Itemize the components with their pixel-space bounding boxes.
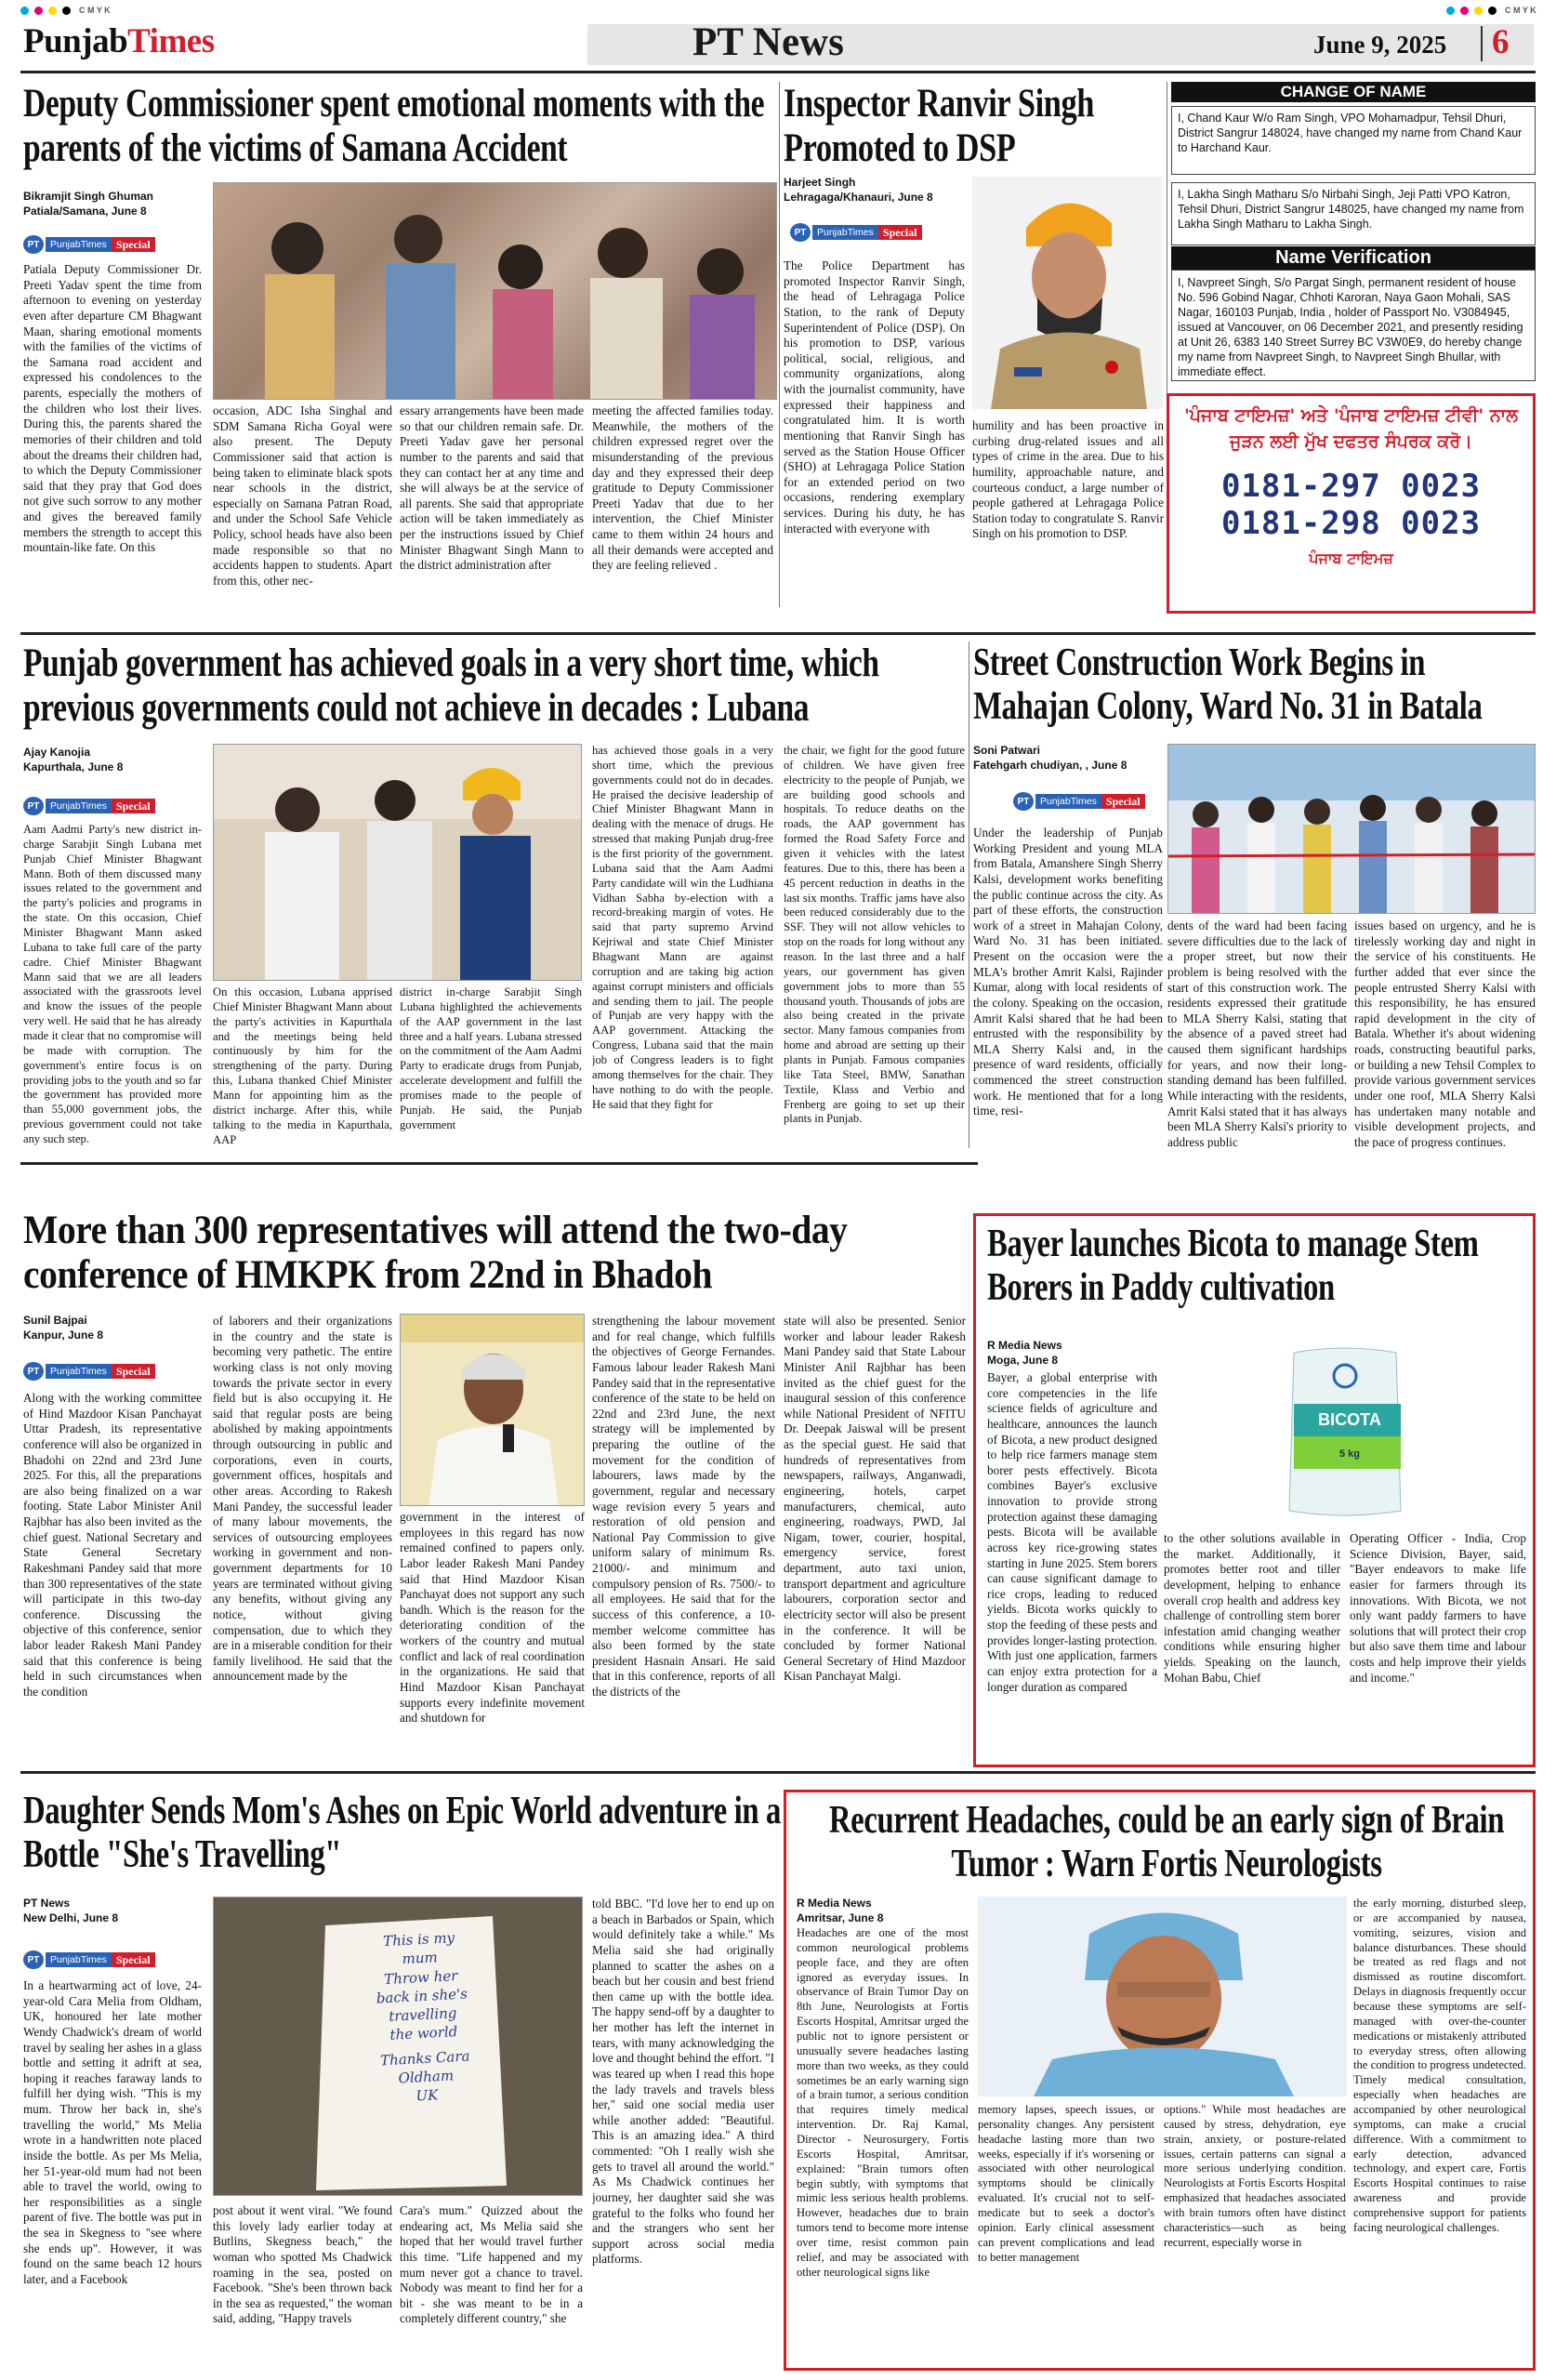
cmyk-marks-left: C M Y K — [20, 5, 111, 16]
name-verification-header: Name Verification — [1171, 246, 1536, 270]
bayer-byline — [987, 1339, 1173, 1368]
hmkpk-photo — [400, 1314, 585, 1506]
headaches-col-2: memory lapses, speech issues, or personality changes. Any persistent headache lasting more than two weeks, especially if it's worsening or associated with other neurological symptoms should be clinically evaluated. It's crucial not to self-medicate but to seek a doctor's opinion. Early clinical assessment can prevent complications and lead to better management — [978, 2103, 1154, 2264]
lubana-byline — [23, 746, 209, 774]
ranvir-photo — [972, 177, 1163, 409]
headaches-col-1: Headaches are one of the most common neurological problems people face, and they are often ignored as everyday issues. In observance of Brain Tumor Day on 8th June, Neurologists at Fortis Escorts Hospital, Amritsar urged the public not to ignore persistent or unusually severe headaches lasting more than two weeks, as they could sometimes be an early warning sign of a brain tumor, a serious condition that requires timely medical intervention. Dr. Raj Kamal, Director - Neurosurgery, Fortis Escorts Hospital, Amritsar, explained: "Brain tumors often begin subtly, with symptoms that mimic less serious health problems. However, headaches due to brain tumors tend to become more intense over time, resist common pain relief, and may be associated with other neurological signs like — [797, 1926, 969, 2279]
headaches-col-4: the early morning, disturbed sleep, or are accompanied by nausea, vomiting, seizures, vision and balance disturbances. These should be treated as red flags and not dismissed as routine discomfort. Delays in diagnosis frequently occur because these symptoms are self-managed with over-the-counter medications or mistakenly attributed to everyday stress, often allowing the condition to progress undetected. Timely medical consultation, especially when headaches are accompanied by other neurological symptoms, can make a crucial difference. With a commitment to early detection, advanced technology, and expert care, Fortis Escorts Hospital continues to raise awareness and provide comprehensive support for patients facing neurological challenges. — [1353, 1897, 1526, 2234]
lubana-col-4: has achieved those goals in a very short time, which the previous governments could not do in decades. He praised the decisive leadership of Chief Minister Bhagwant Mann in dealing with the menace of drugs. He stressed that making Punjab drug-free is the first priority of the government. Lubana said that the Aam Aadmi Party candidate will win the Ludhiana Vidhan Sabha by-election with a record-breaking margin of votes. He said that party supremo Arvind Kejriwal and state Chief Minister Bhagwant Mann are against corruption and are taking big action against corrupt ministers and officials and sending them to jail. The people of Punjab are very happy with the AAP government. Attacking the Congress, Lubana said that the main job of Congress leaders is to fight among themselves for the chair. They have nothing to do with the people. He said that they fight for — [592, 744, 773, 1111]
ranvir-col-1: The Police Department has promoted Inspector Ranvir Singh, the head of Lehragaga Police Station, to the rank of Deputy Superintendent of Police (DSP). On his promotion to DSP, various political, social, religious, and community organizations, along with the journalist community, have expressed their happiness and congratulated him. It is worth mentioning that Ranvir Singh has served as the Station House Officer (SHO) at Lehragaga Police Station for an extended period on two occasions, rendering exemplary services. During his duty, he has interacted with everyone with — [784, 258, 965, 536]
masthead-logo — [23, 24, 215, 59]
name-verification-text: I, Navpreet Singh, S/o Pargat Singh, permanent resident of house No. 596 Gobind Nagar, Chhoti Karoran, Naya Gaon Mohali, SAS Nagar, 160103 Punjab, India , holder of Passport No. V3084945, issued at Vancouver, on 06 December 2021, and presently residing at Unit 26, 6383 140 Street Surrey BC V3W0E9, do hereby change my name from Navpreet Singh, to Navpreet Singh Bhullar, with immediate effect. — [1178, 276, 1523, 378]
samana-photo — [213, 182, 777, 400]
samana-badge: PT PunjabTimes Special — [23, 235, 155, 254]
section-rule — [20, 1162, 978, 1165]
ashes-headline: Daughter Sends Mom's Ashes on Epic World adventure in a Bottle "She's Travelling" — [23, 1790, 781, 1877]
hmkpk-badge: PT PunjabTimes Special — [23, 1362, 155, 1381]
doctor-photo — [978, 1897, 1347, 2096]
headaches-author: R Media News — [797, 1897, 872, 1910]
bayer-col-2: to the other solutions available in the market. Additionally, it promotes better root and tiller development, helping to enhance overall crop health and address key challenge of controlling stem borer infestation amid changing weather conditions while ensuring higher yields. Speaking on the launch, Mohan Babu, Chief — [1164, 1531, 1340, 1685]
headaches-col-3: options." While most headaches are caused by stress, dehydration, eye strain, anxiety, or posture-related issues, certain patterns can signal a more serious underlying condition. Neurologists at Fortis Escorts Hospital emphasized that headaches associated with brain tumors often have distinct characteristics—such as being recurrent, especially worse in — [1164, 2103, 1346, 2249]
hmkpk-byline — [23, 1314, 209, 1342]
contact-ad-footer: ਪੰਜਾਬ ਟਾਇਮਜ਼ — [1309, 549, 1393, 568]
ashes-col-4: told BBC. "I'd love her to end up on a beach in Barbados or Spain, which would definitely take a while." Ms Melia said she had originally planned to scatter the ashes on a beach but her cousin and best friend then came up with the bottle idea. The happy send-off by a daughter to her mother has left the internet in tears, with many acknowledging the love and thought behind the effort. "I was teared up when I read this hope the lady travels and travels bless her," said one social media user while another added: "Beautiful. This is an amazing idea." A third commented: "Oh I really wish she gets to travel all around the world." As Ms Chadwick continues her journey, her daughter said she was grateful to the folks who found her and the strangers who sent her support across social media platforms. — [592, 1897, 774, 2267]
hmkpk-col-1: Along with the working committee of Hind Mazdoor Kisan Panchayat Uttar Pradesh, its representative conference will also be organized in Bhadohi on 22nd and 23rd June 2025. For this, all the preparations are also being finalized on a war footing. State Labor Minister Anil Rajbhar has also been invited as the chief guest. National Secretary and State General Secretary Rakeshmani Pandey said that more than 300 representatives of the state will participate in this two-day conference. Discussing the objective of this conference, senior labor leader Rakesh Mani Pandey said that this conference is being held in such circumstances when the condition — [23, 1391, 202, 1699]
samana-dateline: Patiala/Samana, June 8 — [23, 204, 147, 218]
batala-dateline: Fatehgarh chudiyan, , June 8 — [973, 758, 1127, 772]
ranvir-byline — [784, 176, 997, 205]
samana-col-3: essary arrangements have been made so that our children remain safe. Dr. Preeti Yadav gave her personal number to the parents and said that they can contact her at any time and she will always be at the service of all parents. She said that appropriate action will be taken immediately as per the instructions issued by Chief Minister Bhagwant Singh Mann to the district administration after — [400, 403, 584, 573]
bayer-col-3: Operating Officer - India, Crop Science Division, Bayer, said, "Bayer endeavors to make life easier for farmers through its innovations. With Bicota, we not only want paddy farmers to have solutions that will protect their crop but also save them time and labour costs and help improve their yields and income." — [1350, 1531, 1526, 1685]
hmkpk-headline: More than 300 representatives will attend the two-day conference of HMKPK from 22nd in Bhadoh — [23, 1209, 848, 1298]
lubana-author: Ajay Kanojia — [23, 746, 91, 759]
batala-col-3: issues based on urgency, and he is tirelessly working day and night in the service of his constituents. He further added that ever since the people entrusted Sherry Kalsi with this responsibility, he has ensured rapid development in the city of Batala. Whether it's about widening roads, constructing beautiful parks, or building a new Tehsil Complex to provide various government services under one roof, MLA Sherry Kalsi has undertaken many notable and visible development projects, and the pace of progress continues. — [1354, 919, 1536, 1148]
bicota-weight-label: 5 kg — [1338, 1448, 1360, 1460]
punjabtimes-logo-icon: PT — [790, 223, 811, 242]
ashes-col-2: post about it went viral. "We found this lovely lady earlier today at Butlins, Skegness beach," the woman who spotted Ms Chadwick roaming in the sea, posted on Facebook. "She's been thrown back in the sea as requested," the woman said, adding, "Happy travels — [213, 2203, 392, 2326]
bicota-product-photo — [1164, 1339, 1526, 1522]
ranvir-dateline: Lehragaga/Khanauri, June 8 — [784, 190, 933, 204]
lubana-col-2: On this occasion, Lubana apprised Chief Minister Bhagwant Mann about the party's activities in Kapurthala and the meetings being held continuously by him for the strengthening of the party. During this, Lubana thanked Chief Minister Mann for appointing him as the district incharge. After this, while talking to the media in Kapurthala, AAP — [213, 985, 392, 1146]
masthead-section-title: PT News — [692, 20, 844, 64]
batala-author: Soni Patwari — [973, 744, 1041, 757]
headaches-headline: Recurrent Headaches, could be an early sign of Brain Tumor : Warn Fortis Neurologists — [828, 1799, 1505, 1886]
contact-ad-line-2: ਜੁੜਨ ਲਈ ਮੁੱਖ ਦਫਤਰ ਸੰਪਰਕ ਕਰੋ। — [1230, 430, 1472, 452]
ashes-dateline: New Delhi, June 8 — [23, 1911, 119, 1924]
punjabtimes-logo-icon: PT — [23, 797, 44, 815]
bicota-brand-label: BICOTA — [1318, 1410, 1381, 1429]
punjabtimes-logo-icon: PT — [1013, 792, 1034, 811]
ashes-col-1: In a heartwarming act of love, 24-year-old Cara Melia from Oldham, UK, honoured her late mother Wendy Chadwick's dream of world travel by sealing her ashes in a glass bottle and setting it adrift at sea, hoping it reaches faraway lands to fulfill her dying wish. "This is my mum. Throw her back in, she's travelling the world," Ms Melia wrote in a handwritten note placed inside the bottle. As per Ms Melia, her 51-year-old mum had not been able to travel the world, owing to her responsibilities as a single parent of five. The bottle was put in the sea in Skegness to "see where she ends up". However, it was found on the same beach 12 hours later, and a Facebook — [23, 1978, 202, 2286]
punjabtimes-logo-icon: PT — [23, 1362, 44, 1381]
ashes-note-photo — [213, 1897, 583, 2196]
batala-badge: PT PunjabTimes Special — [1013, 792, 1145, 811]
cmyk-marks-right: C M Y K — [1446, 5, 1536, 16]
section-rule — [20, 1771, 1536, 1774]
ranvir-col-2: humility and has been proactive in curbing drug-related issues and all types of crime in the area. Due to his humility, approachable nature, and courteous conduct, a large number of people gathered at Lehragaga Police Station today to congratulate S. Ranvir Singh on his promotion to DSP. — [972, 418, 1164, 541]
brand-times: Times — [127, 22, 215, 60]
headaches-byline — [797, 1897, 982, 1925]
lubana-dateline: Kapurthala, June 8 — [23, 760, 124, 774]
hmkpk-col-5: state will also be presented. Senior worker and labour leader Rakesh Mani Pandey said that State Labour Minister Anil Rajbhar has been invited as the chief guest for the inaugural session of this conference while National President of NFITU Dr. Deepak Jaiswal will be present as the special guest. He said that hundreds of representatives from newspapers, railways, Anganwadi, engineering, hotels, carpet manufacturers, chemical, auto engineering, roadways, PWD, Jal Nigam, tower, courier, hospital, emergency service, forest department, auto taxi union, transport department and agriculture labourers, corporation sector and electricity sector will also be present in the conference. It will be concluded by former National General Secretary of Hind Mazdoor Kisan Panchayat Malgi. — [784, 1314, 966, 1684]
punjabtimes-logo-icon: PT — [23, 235, 44, 254]
lubana-badge: PT PunjabTimes Special — [23, 797, 155, 815]
samana-col-2: occasion, ADC Isha Singhal and SDM Samana Richa Goyal were also present. The Deputy Commissioner said that action is being taken to eliminate black spots near schools in the district, especially on Samana Patran Road, and under the School Safe Vehicle Policy, school heads have also been made responsible so that no accidents happen to students. Apart from this, other nec- — [213, 403, 392, 588]
page-number: 6 — [1492, 23, 1510, 61]
batala-col-2: dents of the ward had been facing severe difficulties due to the lack of a proper street, but now their problem is being resolved with the start of this construction work. The residents expressed their gratitude to MLA Sherry Kalsi, stating that the absence of a paved street had caused them significant hardships for years, and now their long-standing demand has been fulfilled. While interacting with the residents, Amrit Kalsi stated that it has always been MLA Sherry Kalsi's priority to address public — [1167, 919, 1347, 1148]
hmkpk-author: Sunil Bajpai — [23, 1314, 87, 1327]
lubana-col-3: district in-charge Sarabjit Singh Lubana highlighted the achievements of the AAP government in the last three and a half years. Lubana stressed on the commitment of the Aam Aadmi Party to eradicate drugs from Punjab, accelerate development and fulfill the promises made to the people of Punjab. He said, the Punjab government — [400, 985, 582, 1131]
bayer-author: R Media News — [987, 1339, 1062, 1352]
samana-author: Bikramjit Singh Ghuman — [23, 190, 154, 203]
lubana-photo — [213, 744, 582, 981]
ranvir-author: Harjeet Singh — [784, 176, 856, 189]
contact-ad — [1167, 393, 1536, 614]
change-of-name-item-2: I, Lakha Singh Matharu S/o Nirbahi Singh, Jeji Patti VPO Katron, Tehsil Dhuri, District Sangrur 148025, have changed my name from Lakha Singh Matharu to Lakha Singh. — [1178, 188, 1524, 231]
ashes-byline — [23, 1897, 209, 1925]
ashes-handwritten-note: This is my mum Throw her back in she's travelling the world Thanks Cara Oldham UK — [376, 1929, 470, 2105]
section-rule — [20, 632, 1536, 635]
ashes-col-3: Cara's mum." Quizzed about the endearing act, Ms Melia said she hoped that her would travel further this time. "Life happened and my mum never got a chance to travel. Nobody was meant to find her for a bit - she was meant to be in a completely different country," she — [400, 2203, 583, 2326]
hmkpk-col-4: strengthening the labour movement and for real change, which fulfills the objectives of George Fernandes. Famous labour leader Rakesh Mani Pandey said that in the representative conference of the state to be held on 22nd and 23rd June, the next strategy will be implemented by preparing the outline of the movement for the condition of labourers, laws made by the government, regular and necessary wage revision every 5 years and restoration of old pension and National Pay Commission to give uniform salary of minimum Rs. 21000/- and minimum and compulsory pension of Rs. 7500/- to all employees. He said that for the success of this conference, a 10-member welcome committee has also been formed by the state president Hasnain Ansari. He said that in this conference, reports of all the districts of the — [592, 1314, 775, 1699]
brand-punjab: Punjab — [23, 22, 128, 60]
ranvir-badge: PT PunjabTimes Special — [790, 223, 922, 242]
masthead-date: June 9, 2025 — [1313, 31, 1447, 59]
ranvir-headline: Inspector Ranvir Singh Promoted to DSP — [784, 82, 1095, 171]
samana-col-4: meeting the affected families today. Meanwhile, the mothers of the children expressed regret over the misunderstanding of the previous day and they expressed their deep gratitude to Deputy Commissioner Preeti Yadav that due to her intervention, the Chief Minister came to them within 24 hours and all their demands were accepted and they are feeling relieved . — [592, 403, 773, 573]
change-of-name-item-1: I, Chand Kaur W/o Ram Singh, VPO Mohamadpur, Tehsil Dhuri, District Sangrur 148024, have changed my name from Chand Kaur to Harchand Kaur. — [1178, 112, 1523, 154]
contact-ad-phone-1: 0181-297 0023 — [1220, 468, 1482, 506]
bayer-dateline: Moga, June 8 — [987, 1353, 1059, 1367]
punjabtimes-logo-icon: PT — [23, 1950, 44, 1969]
contact-ad-line-1: 'ਪੰਜਾਬ ਟਾਇਮਜ਼' ਅਤੇ 'ਪੰਜਾਬ ਟਾਇਮਜ਼ ਟੀਵੀ' ਨਾਲ — [1183, 405, 1519, 426]
samana-headline: Deputy Commissioner spent emotional moments with the parents of the victims of Samana Accident — [23, 82, 765, 171]
batala-col-1: Under the leadership of Punjab Working President and young MLA from Batala, Amanshere Singh Sherry Kalsi, development works benefiting the public continue across the city. As part of these efforts, the construction work of a street in Mahajan Colony, Ward No. 31 has been initiated. Present on the occasion were the MLA's brother Amrit Kalsi, Rajinder Kumar, along with local residents of the colony. Speaking on the occasion, Amrit Kalsi shared that he had been entrusted with the responsibility by MLA Sherry Kalsi and, in the presence of ward residents, officially commenced the street construction work. He mentioned that for a long time, resi- — [973, 826, 1163, 1118]
ashes-author: PT News — [23, 1897, 71, 1910]
masthead-divider — [1481, 26, 1483, 61]
lubana-headline: Punjab government has achieved goals in a very short time, which previous governments could not achieve in decades : Lubana — [23, 641, 879, 731]
batala-headline: Street Construction Work Begins in Mahajan Colony, Ward No. 31 in Batala — [973, 641, 1483, 729]
samana-col-1: Patiala Deputy Commissioner Dr. Preeti Yadav spent the time from afternoon to evening on yesterday even after departure CM Bhagwant Maan, sharing emotional moments with the families of the victims of the Samana road accident and expressed his condolences to the parents, especially the mothers of the children who lost their lives. During this, the parents shared the memories of their children and told about the dreams their children had, to which the Deputy Commissioner said that they pray that God does not give such sorrow to any mother and gives the bereaved family members the strength to accept this mountain-like fate. On this — [23, 262, 202, 555]
samana-byline — [23, 190, 209, 218]
contact-ad-phone-2: 0181-298 0023 — [1220, 505, 1482, 543]
masthead-rule — [20, 71, 1536, 73]
hmkpk-col-2: of laborers and their organizations in the country and the state is becoming very pathetic. The entire working class is not only moving towards the private sector in every field but is also occupying it. He said that regular posts are being abolished by making appointments through outsourcing in public and corporations, even in courts, government offices, hospitals and other areas. According to Rakesh Mani Pandey, the successful leader of many labour movements, the services of outsourcing employees working in government and non-government departments for 10 years are terminated without giving any benefits, without giving any notice, without giving compensation, due to which they are in a miserable condition for their family livelihood. He said that the announcement made by the — [213, 1314, 392, 1684]
bayer-headline: Bayer launches Bicota to manage Stem Borers in Paddy cultivation — [987, 1223, 1479, 1310]
change-of-name-box-2 — [1171, 182, 1536, 245]
name-verification-box — [1171, 270, 1536, 381]
change-of-name-header: CHANGE OF NAME — [1171, 82, 1536, 102]
bayer-col-1: Bayer, a global enterprise with core competencies in the life science fields of agriculture and healthcare, announces the launch of Bicota, a new product designed to help rice farmers manage stem borer pests effectively. Bicota combines Bayer's exclusive innovation to provide strong protection against these damaging pests. Bicota will be available across key rice-growing states starting in June 2025. Stem borers can cause significant damage to rice crops, leading to reduced yields. Bicota works quickly to stop the feeding of these pests and provides longer-lasting protection. With just one application, farmers can enjoy extra protection for a longer duration as compared — [987, 1370, 1157, 1694]
change-of-name-box-1 — [1171, 106, 1536, 175]
headaches-dateline: Amritsar, June 8 — [797, 1911, 884, 1924]
ashes-badge: PT PunjabTimes Special — [23, 1950, 155, 1969]
hmkpk-col-3: government in the interest of employees in this regard has now remained confined to papers only. Labor leader Rakesh Mani Pandey said that Hind Mazdoor Kisan Panchayat does not support any such bandh. Which is the reason for the deteriorating condition of the workers of the country and mutual conflict and lack of real coordination in the organizations. He said that Hind Mazdoor Kisan Panchayat supports every indefinite movement and shutdown for — [400, 1510, 585, 1726]
lubana-col-1: Aam Aadmi Party's new district in-charge Sarabjit Singh Lubana met Punjab Chief Minister Bhagwant Mann. Both of them discussed many issues related to the government and the party's policies and programs in the state. On this occasion, Chief Minister Bhagwant Mann asked Lubana to take full care of the party cadre. Chief Minister Bhagwant Mann said that we are all leaders associated with the grassroots level and know the issues of the people very well. He said that he has already made it clear that no compromise will be made with corruption. The government's entire focus is on providing jobs to the youth and so far the government has provided more than 55,000 government jobs, the previous government could not take any such step. — [23, 823, 202, 1146]
batala-byline — [973, 744, 1187, 773]
divider — [779, 82, 780, 607]
lubana-col-5: the chair, we fight for the good future of children. We have given free electricity to the people of Punjab, we are building good schools and hospitals. To reduce deaths on the roads, the AAP government has formed the Road Safety Force and given it vehicles with the latest features. Due to this, there has been a 45 percent reduction in deaths in the last six months. Traffic jams have also been reduced considerably due to the SSF. They will not allow vehicles to stop on the roads for long without any reason. In the last three and a half years, our government has given government jobs to more than 55 thousand youth. Thousands of jobs are also being created in the private sector. Many famous companies from home and abroad are setting up their plants in Punjab. Famous companies like Tata Steel, BMW, Sanathan Textile, Klass and Verbio and Frenberg are going to set up their plants in Punjab. — [784, 744, 965, 1126]
hmkpk-dateline: Kanpur, June 8 — [23, 1328, 104, 1342]
batala-photo — [1167, 744, 1536, 914]
